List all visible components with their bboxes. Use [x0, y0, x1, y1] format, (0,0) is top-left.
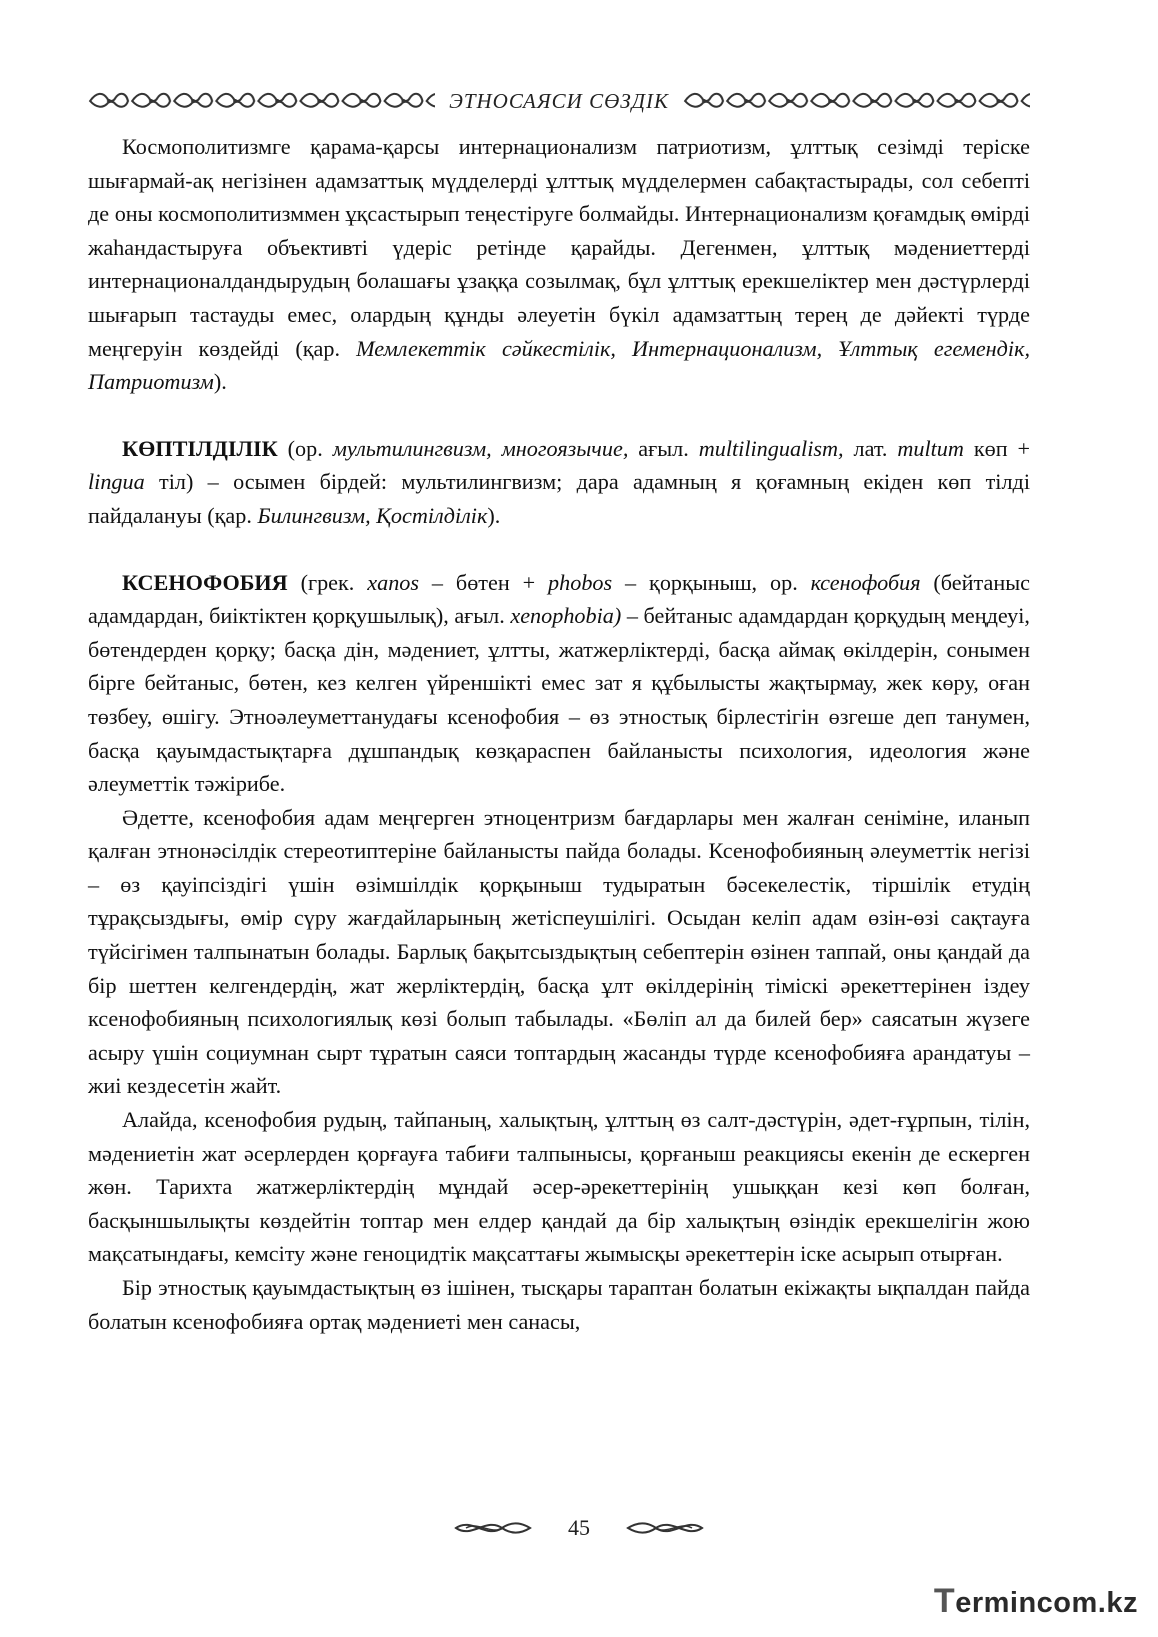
running-header [88, 86, 1030, 116]
entry-term: КСЕНОФОБИЯ [122, 569, 288, 595]
paragraph-cosmopolitism: Космополитизмге қарама-қарсы интернационализм патриотизм, ұлттық сезімді теріске шығармай-ақ негізінен адамзаттық мүдделерді ұлттық мүдделермен сабақтастырады, сол себепті де оны космополитизммен ұқсастырып теңестіруге болмайды. Интернационализм қоғамдық өмірді жаһандастыруға объективті үдеріс ретінде қарайды. Дегенмен, ұлттық мәдениеттерді интернационалдандырудың болашағы ұзаққа созылмақ, бұл ұлттық ерекшеліктер мен дәстүрлерді шығарып тастауды емес, олардың құнды әлеуетін бүкіл адамзаттың терең де дәйекті түрде меңгеруін көздейді (қар. Мемлекеттік сәйкестілік, Интернационализм, Ұлттық егемендік, Патриотизм). [88, 134, 1030, 395]
flourish-left-icon [452, 1515, 534, 1541]
site-watermark: Termincom.kz [933, 1582, 1138, 1620]
page-number: 45 [568, 1515, 590, 1540]
ornament-border-right-icon [683, 90, 1030, 112]
paragraph-xenophobia-defense: Алайда, ксенофобия рудың, тайпаның, халықтың, ұлттың өз салт-дәстүрін, әдет-ғұрпын, тілін, мәдениетін жат әсерлерден қорғауға табиғи талпынысы, қорғаныш реакциясы екенін де ескерген жөн. Тарихта жатжерліктердің мұндай әсер-әрекеттерінің ушыққан кезі көп болған, басқыншылықты көздейтін топтар мен елдер қандай да бір халықтың өзіндік ерекшелігін жою мақсатындағы, кемсіту және геноцидтік мақсаттағы жымысқы әрекеттерін іске асырып отырған. [88, 1107, 1030, 1267]
cross-references: Билингвизм, Қостілділік [257, 502, 488, 528]
ornament-border-left-icon [88, 90, 435, 112]
entry-term: КӨПТІЛДІЛІК [122, 435, 278, 461]
cross-references: Мемлекеттік сәйкестілік, Интернационализм, Ұлттық егемендік, Патриотизм [88, 335, 1030, 395]
entry-multilingualism: КӨПТІЛДІЛІК (ор. мультилингвизм, многоязычие, ағыл. multilingualism, лат. multum көп + lingua тіл) – осымен бірдей: мультилингвизм; дара адамның я қоғамның екіден көп тілді пайдалануы (қар. Билингвизм, Қостілділік). [88, 435, 1031, 528]
paragraph-xenophobia-origins: Әдетте, ксенофобия адам меңгерген этноцентризм бағдарлары мен жалған сеніміне, иланып қалған этнонәсілдік стереотиптеріне байланысты пайда болады. Ксенофобияның әлеуметтік негізі – өз қауіпсіздігі үшін өзімшілдік қорқыныш тудыратын бәсекелестік, тіршілік етудің тұрақсыздығы, өмір сүру жағдайларының жетіспеушілігі. Осыдан келіп адам өзін-өзі сақтауға түйсігімен талпынатын болады. Барлық бақытсыздықтың себептерін өзінен таппай, оны қандай да бір шеттен келгендердің, жат жерліктердің, басқа ұлт өкілдерінің тіміскі әрекеттерінен іздеу ксенофобияның психологиялық көзі болып табылады. «Бөліп ал да билей бер» саясатын жүзеге асыру үшін социумнан сырт тұратын саяси топтардың жасанды түрде ксенофобияға арандатуы – жиі кездесетін жайт. [88, 804, 1030, 1099]
page-body [88, 130, 1030, 1338]
paragraph-xenophobia-community: Бір этностық қауымдастықтың өз ішінен, тысқары тараптан болатын екіжақты ықпалдан пайда болатын ксенофобияға ортақ мәдениеті мен санасы, [88, 1275, 1030, 1334]
entry-xenophobia: КСЕНОФОБИЯ (грек. xanos – бөтен + phobos – қорқыныш, ор. ксенофобия (бейтаныс адамдардан, биіктіктен қорқушылық), ағыл. xenophobia) – бейтаныс адамдардан қорқудың меңдеуі, бөтендерден қорқу; басқа дін, мәдениет, ұлтты, жатжерліктерді, басқа аймақ өкілдерін, сонымен бірге бейтаныс, бөтен, кез келген үйреншікті емес зат я құбылысты жақтырмау, жек көру, оған төзбеу, өшігу. Этноәлеуметтанудағы ксенофобия – өз этностық бірлестігін өзгеше деп танумен, басқа қауымдастықтарға дұшпандық көзқараспен байланысты психология, идеология және әлеуметтік тәжірибе. [88, 569, 1030, 797]
running-title: ЭТНОСАЯСИ СӨЗДІК [449, 88, 669, 113]
flourish-right-icon [624, 1515, 706, 1541]
page-footer [0, 1510, 1158, 1546]
